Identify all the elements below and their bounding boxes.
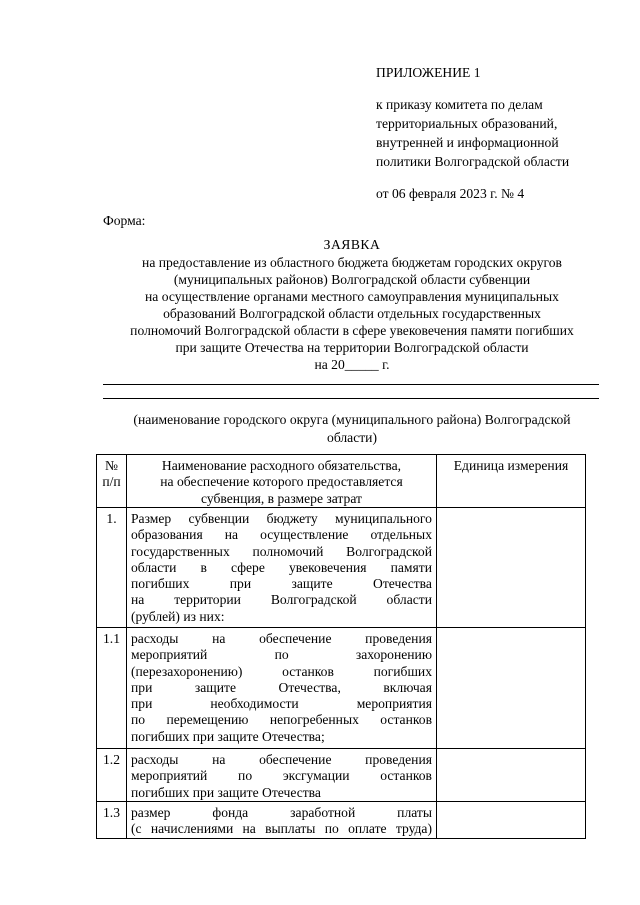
row-description: [127, 802, 437, 839]
description-word: перемещению: [166, 712, 249, 728]
description-word: проведения: [365, 631, 432, 646]
caption-line: (наименование городского округа (муниципального района) Волгоградской: [133, 412, 571, 427]
appendix-line: территориальных образований,: [376, 116, 558, 131]
row-unit: [437, 749, 586, 802]
description-word: расходы: [131, 752, 179, 767]
heading-line: на осуществление органами местного самоуправления муниципальных: [145, 289, 559, 304]
appendix-line: к приказу комитета по делам: [376, 97, 543, 112]
description-word: захоронению: [355, 647, 432, 663]
description-line: [127, 576, 436, 592]
description-line: [127, 544, 436, 560]
table-row: [97, 749, 586, 802]
description-line: [127, 631, 436, 647]
description-word: при: [229, 576, 252, 592]
description-word: Отечества: [373, 576, 432, 592]
description-word: полномочий: [252, 543, 324, 559]
appendix-line: внутренней и информационной: [376, 135, 559, 150]
description-word: труда): [395, 821, 432, 837]
description-word: области: [131, 559, 177, 575]
heading-line: при защите Отечества на территории Волгоградской области: [175, 340, 529, 355]
description-word: в: [200, 559, 207, 575]
description-word: отдельных: [370, 527, 432, 543]
form-label: Форма:: [103, 213, 146, 228]
description-word: защите: [291, 576, 333, 592]
appendix-line: политики Волгоградской области: [376, 154, 570, 169]
fill-in-line: [103, 398, 599, 399]
description-line: [127, 664, 436, 680]
row-number: 1.3: [97, 802, 127, 839]
description-word: останков: [380, 712, 432, 728]
row-description: [127, 628, 437, 749]
row-number: 1.1: [97, 628, 127, 749]
caption-line: области): [327, 430, 377, 445]
description-word: по: [324, 821, 339, 837]
row-number: 1.2: [97, 749, 127, 802]
appendix-date: от 06 февраля 2023 г. № 4: [376, 186, 525, 201]
description-text: погибших при защите Отечества: [131, 784, 321, 800]
description-word: необходимости: [210, 696, 299, 712]
description-word: территории: [174, 592, 241, 608]
description-word: мероприятий: [131, 768, 208, 784]
description-word: Размер: [131, 511, 172, 526]
description-word: субвенции: [188, 511, 250, 526]
description-word: (с: [131, 821, 142, 837]
description-line: [127, 752, 436, 768]
description-word: на: [242, 821, 256, 837]
description-line: [127, 805, 436, 821]
description-word: размер: [131, 805, 171, 820]
description-word: останков: [380, 768, 432, 784]
description-line: [127, 511, 436, 527]
row-unit: [437, 508, 586, 628]
description-line: [127, 680, 436, 696]
appendix-title: ПРИЛОЖЕНИЕ 1: [376, 65, 481, 80]
fill-in-line: [103, 384, 599, 385]
description-word: начислениями: [150, 821, 234, 837]
description-word: при: [131, 679, 153, 695]
description-line: [127, 592, 436, 608]
description-line: [127, 785, 436, 801]
description-word: Отечества,: [278, 679, 341, 695]
row-description: [127, 749, 437, 802]
description-word: обеспечение: [259, 631, 332, 646]
description-line: [127, 821, 436, 837]
header-name: Наименование расходного обязательства, на обеспечение которого предоставляется субвенция, в размере затрат: [127, 455, 437, 508]
description-word: непогребенных: [269, 712, 359, 728]
description-word: государственных: [131, 543, 230, 559]
description-line: [127, 527, 436, 543]
header-num: № п/п: [97, 455, 127, 508]
description-line: [127, 609, 436, 625]
description-word: бюджету: [266, 511, 318, 526]
description-word: Волгоградской: [346, 543, 432, 559]
heading-line: образований Волгоградской области отдельных государственных: [163, 306, 541, 321]
description-text: (рублей) из них:: [131, 608, 225, 624]
description-word: (перезахоронению): [131, 663, 243, 679]
description-line: [127, 647, 436, 663]
description-word: по: [274, 647, 289, 663]
description-word: защите: [194, 679, 237, 695]
table-row: [97, 802, 586, 839]
expense-table: [96, 454, 586, 839]
description-word: образования: [131, 527, 203, 543]
description-word: по: [131, 712, 146, 728]
description-word: мероприятия: [356, 696, 432, 712]
description-word: муниципального: [334, 511, 432, 526]
description-word: расходы: [131, 631, 179, 646]
description-word: фонда: [212, 805, 249, 820]
description-word: проведения: [365, 752, 432, 767]
header-unit: Единица измерения: [437, 455, 586, 508]
heading-line: полномочий Волгоградской области в сфере увековечения памяти погибших: [130, 323, 574, 338]
description-word: на: [212, 752, 226, 767]
description-word: оплате: [348, 821, 387, 837]
description-word: погибших: [373, 663, 432, 679]
description-word: обеспечение: [259, 752, 332, 767]
description-word: эксгумации: [282, 768, 350, 784]
table-row: [97, 628, 586, 749]
row-description: [127, 508, 437, 628]
description-line: [127, 560, 436, 576]
description-text: погибших при защите Отечества;: [131, 728, 325, 744]
description-line: [127, 768, 436, 784]
description-word: заработной: [290, 805, 356, 820]
description-word: выплаты: [265, 821, 316, 837]
description-word: при: [131, 696, 153, 712]
description-word: на: [131, 592, 145, 608]
description-word: Волгоградской: [270, 592, 357, 608]
row-number: 1.: [97, 508, 127, 628]
document-title: ЗАЯВКА: [323, 237, 381, 252]
description-word: осуществление: [260, 527, 349, 543]
table-row: [97, 508, 586, 628]
description-line: [127, 729, 436, 745]
heading-line: на предоставление из областного бюджета бюджетам городских округов: [142, 255, 562, 270]
description-word: по: [238, 768, 253, 784]
description-word: области: [386, 592, 432, 608]
row-unit: [437, 802, 586, 839]
description-word: памяти: [390, 559, 432, 575]
description-line: [127, 696, 436, 712]
description-word: включая: [383, 679, 432, 695]
description-line: [127, 712, 436, 728]
description-word: погибших: [131, 576, 190, 592]
description-word: мероприятий: [131, 647, 208, 663]
description-word: на: [224, 527, 239, 543]
table-header-row: [97, 455, 586, 508]
description-word: останков: [282, 663, 334, 679]
description-word: сфере: [231, 559, 265, 575]
heading-year: на 20_____ г.: [314, 357, 390, 372]
heading-line: (муниципальных районов) Волгоградской области субвенции: [173, 272, 531, 287]
description-word: платы: [397, 805, 432, 820]
description-word: на: [212, 631, 226, 646]
row-unit: [437, 628, 586, 749]
description-word: увековечения: [288, 559, 367, 575]
